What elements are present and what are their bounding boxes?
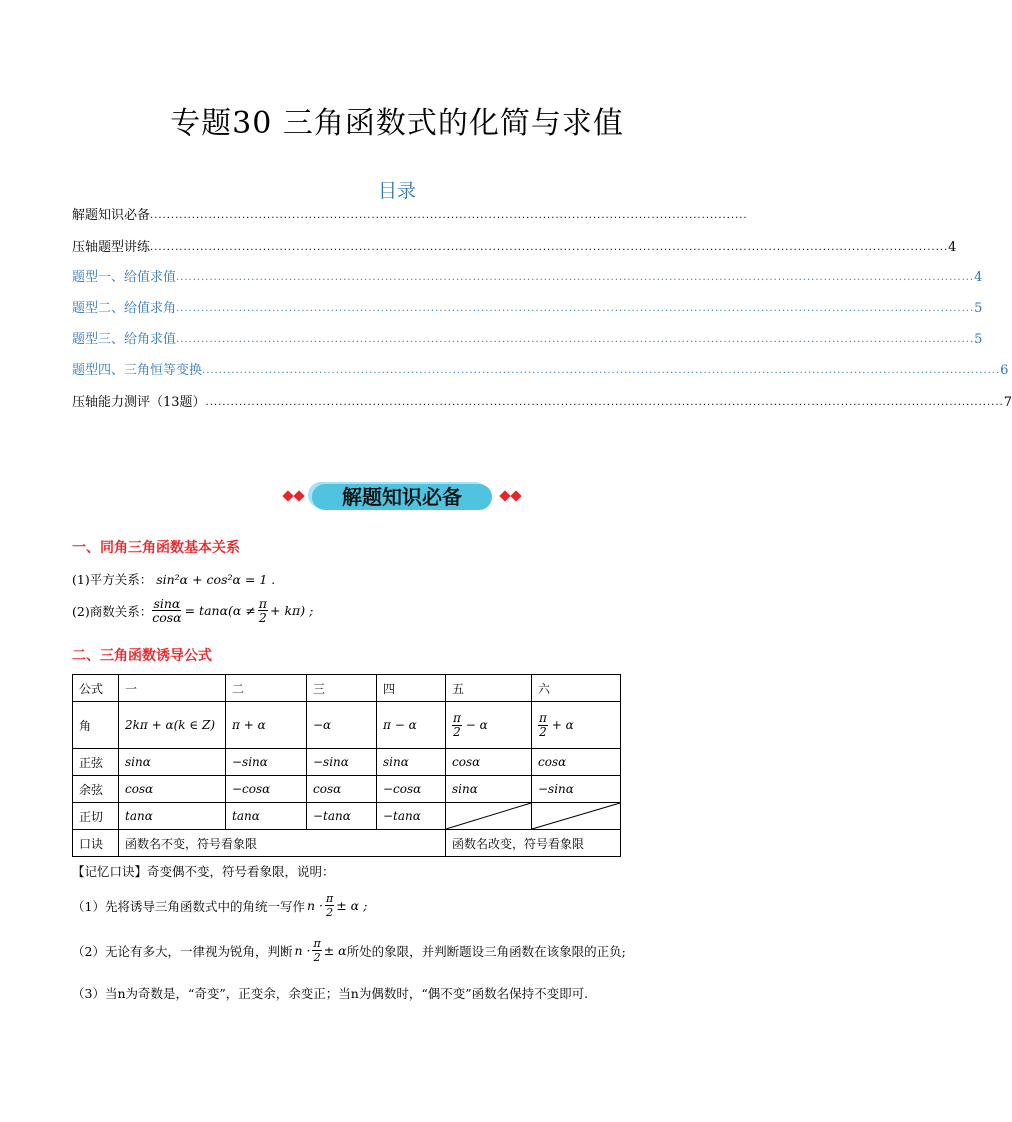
table-cell: tanα (226, 803, 307, 830)
toc-heading: 目录 (377, 180, 416, 202)
toc-entry-label: 压轴题型讲练 (72, 240, 151, 255)
table-cell: 函数名改变，符号看象限 (446, 830, 621, 857)
note-3: （3）当n为奇数是，“奇变”，正变余，余变正；当n为偶数时，“偶不变”函数名保持不变即可. (72, 986, 589, 1001)
table-cell: −cosα (226, 776, 307, 803)
table-cell: −tanα (307, 803, 377, 830)
formula: n · (306, 898, 323, 913)
toc-page-number: 6 (1000, 363, 1009, 378)
section-heading: 二、三角函数诱导公式 (72, 648, 212, 664)
toc-entry-label: 题型三、给角求值 (72, 332, 177, 347)
toc-leader: ............................................................................................................................................................................................... (202, 365, 1001, 376)
note-text: （2）无论有多大，一律视为锐角，判断 (72, 943, 293, 959)
numerator: π (325, 892, 334, 905)
diamond-icon (510, 490, 521, 501)
toc-entry[interactable] (72, 332, 983, 348)
table-cell: cosα (119, 776, 226, 803)
table-cell: −cosα (377, 776, 446, 803)
table-cell: 三 (307, 675, 377, 702)
item-label: (1)平方关系： (72, 572, 153, 587)
table-row (73, 675, 621, 702)
toc-leader: ............................................................................................................................................................................................... (176, 334, 975, 345)
memo-heading: 【记忆口诀】奇变偶不变，符号看象限，说明： (72, 864, 335, 879)
section-heading: 一、同角三角函数基本关系 (72, 540, 240, 556)
denominator: 2 (326, 906, 334, 919)
toc-entry-label: 题型四、三角恒等变换 (72, 363, 203, 378)
toc-leader: ............................................................................................................................................................................................... (205, 397, 1004, 408)
diagonal-line (446, 803, 531, 829)
table-cell: 五 (446, 675, 532, 702)
table-cell: −sinα (532, 776, 621, 803)
note-text: 所处的象限，并判断题设三角函数在该象限的正负; (346, 943, 626, 959)
table-row (73, 830, 621, 857)
toc-leader: ............................................................................................................................................................................................... (150, 242, 949, 253)
toc-page-number: 4 (974, 270, 983, 285)
fraction (258, 597, 268, 624)
table-cell: −sinα (307, 749, 377, 776)
toc-entry[interactable] (72, 363, 1009, 379)
numerator: π (539, 710, 547, 725)
induction-formula-table (72, 674, 621, 857)
table-cell: 函数名不变，符号看象限 (119, 830, 446, 857)
toc-leader: ............................................................................................................................................... (150, 210, 748, 221)
table-cell: 2kπ + α(k ∈ Z) (119, 702, 226, 749)
toc-entry[interactable] (72, 240, 957, 256)
table-cell: 六 (532, 675, 621, 702)
table-cell: 正弦 (73, 749, 119, 776)
formula-tail: + kπ) ; (270, 603, 314, 618)
numerator: sinα (153, 596, 181, 611)
table-cell: sinα (446, 776, 532, 803)
table-cell: 余弦 (73, 776, 119, 803)
table-cell: π − α (377, 702, 446, 749)
toc-entry[interactable] (72, 301, 983, 317)
toc-page-number: 5 (974, 301, 983, 316)
table-cell: 二 (226, 675, 307, 702)
table-row (73, 749, 621, 776)
banner-text: 解题知识必备 (342, 485, 462, 509)
table-cell-diagonal (446, 803, 532, 830)
fraction (325, 892, 334, 919)
numerator: π (313, 937, 321, 950)
table-cell: 一 (119, 675, 226, 702)
table-cell: cosα (446, 749, 532, 776)
page-title: 专题30 三角函数式的化简与求值 (170, 106, 624, 141)
table-cell: 公式 (73, 675, 119, 702)
table-cell: 四 (377, 675, 446, 702)
note-text: （1）先将诱导三角函数式中的角统一写作 (72, 898, 305, 914)
table-cell (446, 702, 532, 749)
formula: sin²α + cos²α = 1 . (156, 572, 276, 587)
denominator: cosα (152, 610, 182, 625)
table-cell: π + α (226, 702, 307, 749)
table-cell: 角 (73, 702, 119, 749)
table-cell: −tanα (377, 803, 446, 830)
numerator: π (258, 596, 268, 611)
fraction (152, 597, 181, 624)
toc-entry-label: 压轴能力测评（13题） (72, 395, 206, 410)
numerator: π (453, 710, 461, 725)
formula: ± α (323, 943, 347, 958)
formula-mid: = tanα(α ≠ (184, 603, 256, 618)
table-cell: sinα (377, 749, 446, 776)
table-row (73, 803, 621, 830)
toc-entry-label: 题型一、给值求值 (72, 270, 177, 285)
quotient-relation (72, 597, 313, 624)
diamond-icon (499, 490, 510, 501)
section-banner (282, 482, 522, 516)
table-cell: cosα (532, 749, 621, 776)
denominator: 2 (313, 951, 321, 964)
note-1 (72, 892, 367, 919)
diamond-icon (293, 490, 304, 501)
diagonal-line (532, 803, 620, 829)
toc-page-number: 5 (974, 332, 983, 347)
toc-leader: ............................................................................................................................................................................................... (176, 272, 975, 283)
table-cell: sinα (119, 749, 226, 776)
toc-entry[interactable] (72, 395, 1012, 411)
toc-entry-label: 题型二、给值求角 (72, 301, 177, 316)
table-cell: tanα (119, 803, 226, 830)
fraction (452, 712, 462, 739)
toc-page-number: 4 (948, 240, 957, 255)
formula: n · (294, 943, 311, 958)
table-cell: 口诀 (73, 830, 119, 857)
formula-tail: − α (465, 717, 488, 732)
table-cell: −α (307, 702, 377, 749)
toc-page-number: 7 (1003, 395, 1012, 410)
formula: ± α ; (336, 898, 368, 913)
table-row (73, 702, 621, 749)
toc-entry[interactable] (72, 208, 748, 224)
table-cell: −sinα (226, 749, 307, 776)
diamond-icon (282, 490, 293, 501)
toc-entry[interactable] (72, 270, 983, 286)
denominator: 2 (453, 724, 461, 739)
note-2 (72, 937, 626, 964)
table-cell-diagonal (532, 803, 621, 830)
fraction (312, 937, 321, 964)
item-label: (2)商数关系： (72, 603, 153, 619)
denominator: 2 (539, 724, 547, 739)
table-cell (532, 702, 621, 749)
formula-tail: + α (551, 717, 574, 732)
toc-leader: ............................................................................................................................................................................................... (176, 303, 975, 314)
denominator: 2 (258, 610, 267, 625)
toc-entry-label: 解题知识必备 (72, 208, 151, 223)
fraction (538, 712, 548, 739)
square-relation (72, 570, 275, 588)
table-row (73, 776, 621, 803)
table-cell: cosα (307, 776, 377, 803)
table-cell: 正切 (73, 803, 119, 830)
